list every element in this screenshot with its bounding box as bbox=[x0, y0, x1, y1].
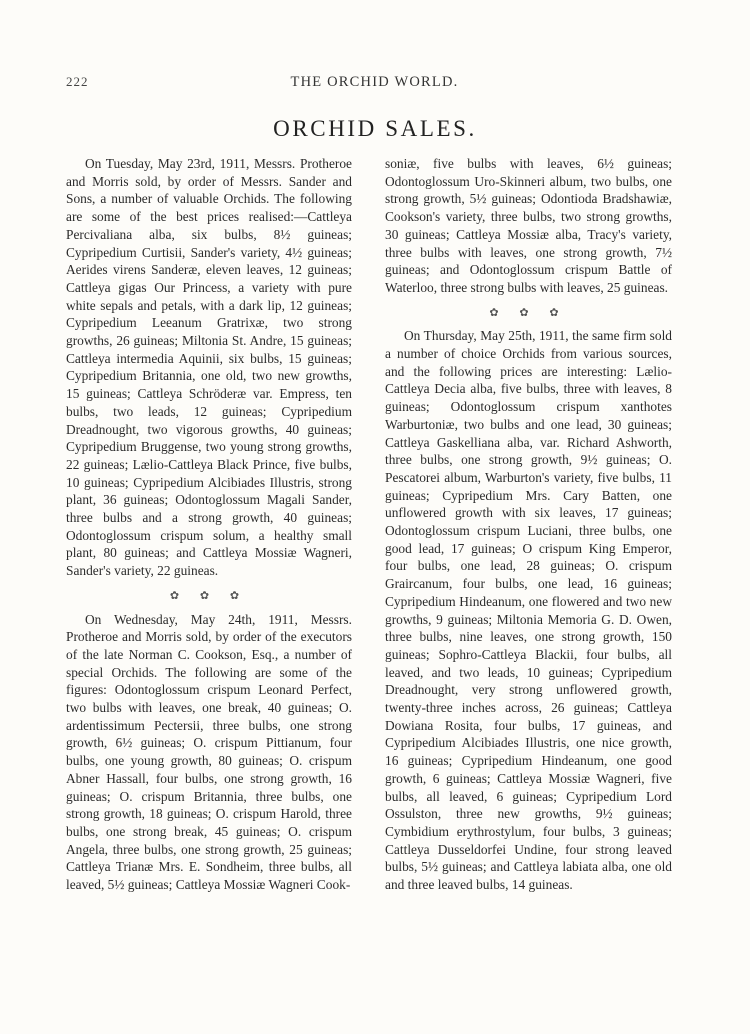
article-title: ORCHID SALES. bbox=[273, 116, 477, 141]
left-column bbox=[66, 155, 352, 894]
flower-ornament-divider: ✿ ✿ ✿ bbox=[169, 589, 249, 602]
flower-ornament-divider: ✿ ✿ ✿ bbox=[489, 306, 568, 319]
page-number: 222 bbox=[66, 74, 89, 89]
running-title: THE ORCHID WORLD. bbox=[290, 74, 459, 90]
right-column bbox=[385, 155, 672, 894]
paragraph-wednesday-sale: On Wednesday, May 24th, 1911, Messrs. Protheroe and Morris sold, by order of the executors of the late Norman C. Cookson, Esq., a number of special Orchids. The following are some of the figures: Odontoglossum crispum Leonard Perfect, two bulbs with leaves, one break, 40 guineas; O. ardentissimum Pectersii, three bulbs, one strong growth, 6½ guineas; O. crispum Pittianum, four bulbs, one young growth, 80 guineas; O. crispum Abner Hassall, four bulbs, one strong growth, 16 guineas; O. crispum Britannia, three bulbs, one strong growth, 18 guineas; O. crispum Harold, three bulbs, one strong break, 45 guineas; O. crispum Angela, three bulbs, one strong growth, 25 guineas; Cattleya Trianæ Mrs. E. Sondheim, three bulbs, all leaved, 5½ guineas; Cattleya Mossiæ Wagneri Cook- bbox=[66, 611, 352, 893]
paragraph-wednesday-sale-continued: soniæ, five bulbs with leaves, 6½ guineas; Odontoglossum Uro-Skinneri album, two bulbs, one strong growth, 5½ guineas; Odontioda Bradshawiæ, Cookson's variety, three bulbs, two strong growths, 30 guineas; Cattleya Mossiæ alba, Tracy's variety, three bulbs with leaves, one strong growth, 7½ guineas; and Odontoglossum crispum Battle of Waterloo, three strong bulbs with leaves, 25 guineas. bbox=[385, 156, 672, 295]
page-header bbox=[66, 74, 683, 96]
paragraph-tuesday-sale: On Tuesday, May 23rd, 1911, Messrs. Protheroe and Morris sold, by order of Messrs. Sander and Sons, a number of valuable Orchids. The following are some of the best prices realised:—Cattleya Percivaliana alba, six bulbs, 8½ guineas; Cypripedium Curtisii, Sander's variety, 4½ guineas; Aerides virens Sanderæ, eleven leaves, 12 guineas; Cattleya gigas Our Princess, a variety with pure white sepals and petals, with a dark lip, 12 guineas; Cypripedium Leeanum Gratrixæ, two strong growths, 26 guineas; Miltonia St. Andre, 15 guineas; Cattleya intermedia Aquinii, six bulbs, 15 guineas; Cypripedium Britannia, one old, two new growths, 15 guineas; Cattleya Schröderæ var. Empress, ten bulbs, two leads, 12 guineas; Cypripedium Dreadnought, two vigorous growths, 40 guineas; Cypripedium Bruggense, two young strong growths, 22 guineas; Lælio-Cattleya Black Prince, five bulbs, 10 guineas; Cypripedium Alcibiades Illustris, strong plant, 36 guineas; Odontoglossum Magali Sander, three bulbs and a strong growth, 40 guineas; Odontoglossum crispum solum, a healthy small plant, 80 guineas; and Cattleya Mossiæ Wagneri, Sander's variety, 22 guineas. bbox=[66, 156, 352, 579]
paragraph-thursday-sale: On Thursday, May 25th, 1911, the same firm sold a number of choice Orchids from various sources, and the following prices are interesting: Lælio-Cattleya Decia alba, five bulbs, three with leaves, 8 guineas; Odontoglossum crispum xanthotes Warburtoniæ, two bulbs and one lead, 30 guineas; Cattleya Gaskelliana alba, var. Richard Ashworth, three bulbs, one strong growth, 9½ guineas; O. Pescatorei album, Warburton's variety, five bulbs, 11 guineas; Cypripedium Mrs. Cary Batten, one unflowered growth with six leaves, 17 guineas; Odontoglossum crispum Luciani, three bulbs, one good lead, 17 guineas; O crispum King Emperor, four bulbs, one lead, 28 guineas; O. crispum Graircanum, four bulbs, one lead, 16 guineas; Cypripedium Hindeanum, one flowered and two new growths, 9 guineas; Miltonia Memoria G. D. Owen, three bulbs, nine leaves, one strong growth, 150 guineas; Sophro-Cattleya Blackii, four bulbs, all leaved, and two leads, 10 guineas; Cypripedium Dreadnought, very strong unflowered growth, twenty-three inches across, 26 guineas; Cattleya Dowiana Rosita, four bulbs, 17 guineas, and Cypripedium Alcibiades Illustris, one nice growth, 16 guineas; Cypripedium Hindeanum, one good growth, 6 guineas; Cattleya Mossiæ Wagneri, five bulbs, all leaved, 6 guineas; Cypripedium Lord Ossulston, three new growths, 9½ guineas; Cymbidium erythrostylum, four bulbs, 3 guineas; Cattleya Dusseldorfei Undine, four strong leaved bulbs, 5½ guineas; and Cattleya labiata alba, one old and three leaved bulbs, 14 guineas. bbox=[385, 328, 672, 893]
